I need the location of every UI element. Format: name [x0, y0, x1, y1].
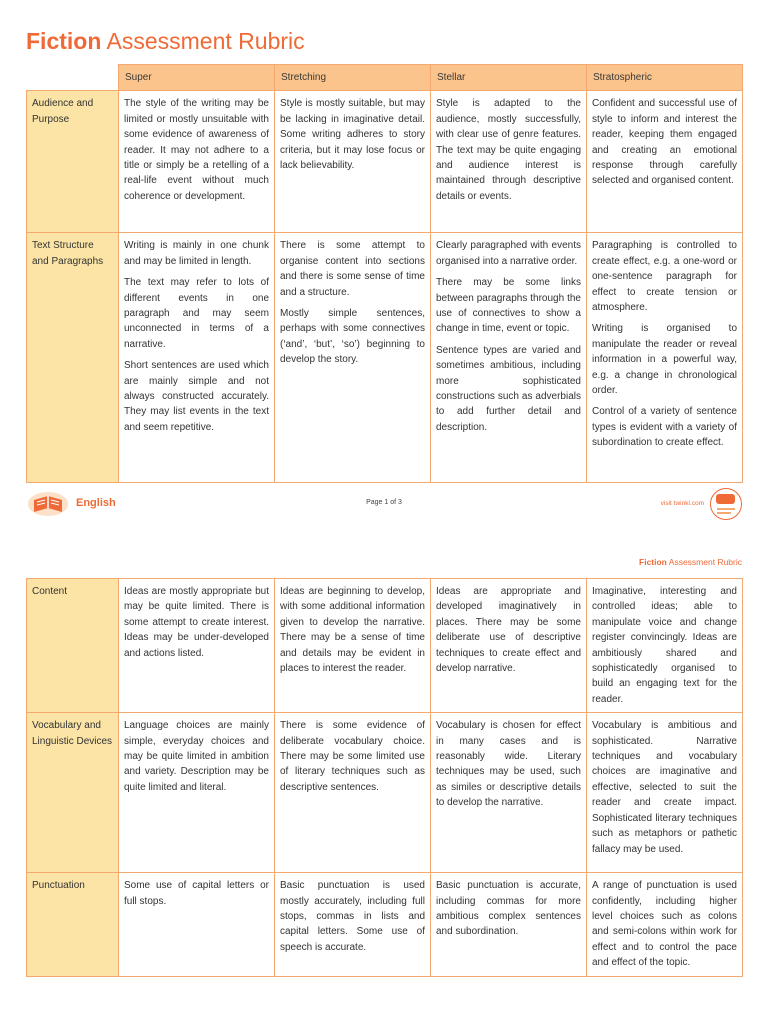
page-title [26, 28, 305, 55]
page-header [639, 557, 742, 567]
rubric-cell [431, 91, 587, 233]
twinkl-quality-badge-icon [710, 488, 742, 520]
rubric-cell [119, 579, 275, 713]
cell-text: Control of a variety of sentence types is evident with a variety of subordination to create effect. [592, 406, 737, 449]
rubric-cell [587, 233, 743, 483]
rubric-cell [275, 713, 431, 873]
rubric-table-page-1 [26, 64, 743, 483]
cell-text: The style of the writing may be limited or mostly unsuitable with some evidence of awareness of reader. It may not adhere to a title or simply be a retelling of a real-life event without much coherence or development. [124, 98, 269, 202]
cell-text: Language choices are mainly simple, everyday choices and may be quite limited in ambition and variety. Description may be quite limited and literal. [124, 720, 269, 793]
rubric-cell [119, 91, 275, 233]
rubric-cell [119, 873, 275, 976]
rubric-cell [119, 713, 275, 873]
rubric-cell [587, 713, 743, 873]
cell-text: Imaginative, interesting and controlled ideas; able to manipulate voice and change register convincingly. Ideas are ambitiously shared and sophisticatedly organised to build an engaging text for the reader. [592, 586, 737, 705]
column-header-stretching: Stretching [275, 65, 431, 91]
page-number: Page 1 of 3 [366, 499, 402, 506]
rubric-cell [431, 713, 587, 873]
cell-text: Short sentences are used which are mainly simple and not always constructed accurately. They may list events in the text and seem repetitive. [124, 360, 269, 433]
rubric-cell [587, 873, 743, 976]
cell-text: There may be some links between paragraphs through the use of connectives to show a change in time, event or topic. [436, 277, 581, 335]
rubric-table-page-2 [26, 578, 743, 977]
rubric-cell [275, 579, 431, 713]
rubric-cell [275, 91, 431, 233]
cell-text: Vocabulary is ambitious and sophisticated. Narrative techniques and vocabulary choices are imaginative and effective, selected to suit the reader and create impact. Sophisticated literary techniques such as metaphors or pathetic fallacy may be used. [592, 720, 737, 855]
cell-text: Writing is organised to manipulate the reader or reveal information in a powerful way, e.g. a change in chronological order. [592, 323, 737, 397]
rubric-cell [275, 873, 431, 976]
table-row [27, 579, 743, 713]
cell-text: Some use of capital letters or full stops. [124, 880, 269, 907]
page-title-bold: Fiction [26, 28, 102, 54]
table-row [27, 713, 743, 873]
cell-text: Ideas are beginning to develop, with some additional information given to develop the narrative. There may be a sense of time and details may be evident in places to interest the reader. [280, 586, 425, 675]
row-label-text-structure: Text Structure and Paragraphs [27, 233, 119, 483]
cell-text: Ideas are appropriate and developed imaginatively in places. There may be some deliberate use of descriptive techniques to create effect and develop narrative. [436, 586, 581, 675]
cell-text: The text may refer to lots of different events in one paragraph and may seem unconnected in terms of a narrative. [124, 277, 269, 350]
row-label-content: Content [27, 579, 119, 713]
column-header-stratospheric: Stratospheric [587, 65, 743, 91]
cell-text: Ideas are mostly appropriate but may be quite limited. There is some attempt to create interest. Ideas may be under-developed and actions listed. [124, 586, 269, 659]
brand-name: English [76, 497, 116, 509]
corner-cell [27, 65, 119, 91]
rubric-cell [119, 233, 275, 483]
cell-text: Basic punctuation is used mostly accurately, including full stops, commas in lists and capital letters. Some use of speech is accurate. [280, 880, 425, 953]
table-row [27, 873, 743, 976]
cell-text: Mostly simple sentences, perhaps with some connectives (‘and’, ‘but’, ‘so’) beginning to develop the story. [280, 308, 425, 366]
row-label-vocabulary: Vocabulary and Linguistic Devices [27, 713, 119, 873]
row-label-audience-purpose: Audience and Purpose [27, 91, 119, 233]
cell-text: Confident and successful use of style to inform and interest the reader, keeping them engaged and creating an emotional response through carefully selected and organised content. [592, 98, 737, 187]
cell-text: Style is adapted to the audience, mostly successfully, with clear use of genre features. The text may be quite engaging and audience interest is maintained through descriptive details or events. [436, 98, 581, 202]
cell-text: Writing is mainly in one chunk and may be limited in length. [124, 240, 269, 267]
website-link[interactable]: visit twinkl.com [660, 500, 704, 507]
page-title-rest: Assessment Rubric [106, 28, 305, 54]
rubric-cell [431, 579, 587, 713]
table-row [27, 233, 743, 483]
cell-text: Vocabulary is chosen for effect in many cases and is reasonably wide. Literary techniques may be used, such as similes or descriptive details to develop the narrative. [436, 720, 581, 809]
page-footer [26, 488, 742, 520]
rubric-cell [431, 233, 587, 483]
rubric-cell [275, 233, 431, 483]
cell-text: A range of punctuation is used confidently, including higher level choices such as colons and semi-colons within work for effect and to control the pace and effect of the topic. [592, 880, 737, 969]
column-header-stellar: Stellar [431, 65, 587, 91]
page-header-bold: Fiction [639, 557, 667, 567]
row-label-punctuation: Punctuation [27, 873, 119, 976]
page-header-rest: Assessment Rubric [668, 557, 742, 567]
rubric-cell [431, 873, 587, 976]
cell-text: Paragraphing is controlled to create effect, e.g. a one-word or one-sentence paragraph for effect to create tension or atmosphere. [592, 240, 737, 314]
cell-text: Basic punctuation is accurate, including commas for more ambitious complex sentences and subordination. [436, 880, 581, 938]
cell-text: Style is mostly suitable, but may be lacking in imaginative detail. Some writing adheres to story criteria, but it may lose focus or lack believability. [280, 98, 425, 172]
table-row [27, 91, 743, 233]
rubric-cell [587, 579, 743, 713]
cell-text: There is some attempt to organise content into sections and there is some sense of time and a structure. [280, 240, 425, 298]
cell-text: Sentence types are varied and sometimes ambitious, including more sophisticated constructions such as adverbials to add further detail and description. [436, 344, 581, 433]
cell-text: There is some evidence of deliberate vocabulary choice. There may be some limited use of literary techniques such as descriptive sentences. [280, 720, 425, 793]
rubric-cell [587, 91, 743, 233]
column-header-super: Super [119, 65, 275, 91]
cell-text: Clearly paragraphed with events organised into a narrative order. [436, 240, 581, 267]
